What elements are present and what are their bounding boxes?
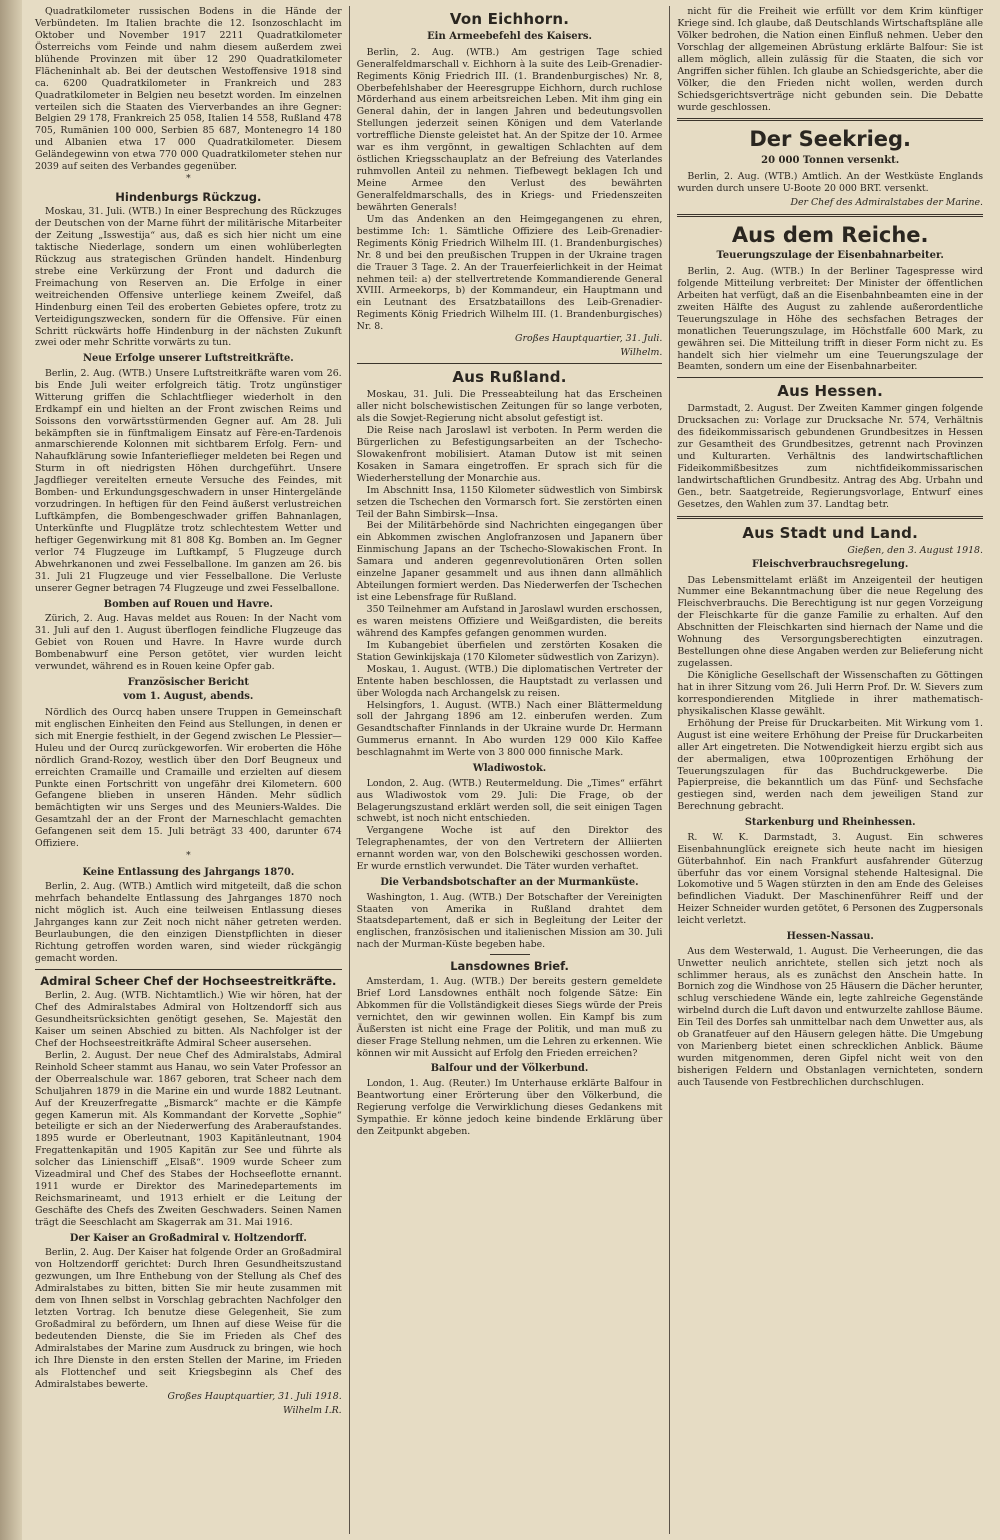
article-text: Berlin, 2. Aug. (WTB.) Unsere Luftstreitkräfte waren vom 26. bis Ende Juli weiter erfolgreich tätig. Trotz ungünstiger Witterung griffen die Schlachtflieger wiederholt in den Erdkampf ein und hielten an der Front zwischen Reims und Soissons den vorwärtsstürmenden Gegner auf. Am 28. Juli bekämpften sie in fünftmaligem Einsatz auf Fère-en-Tardenois anmarschierende Kolonnen mit sichtbarem Erfolg. Fern- und Nahaufklärung sowie Infanterieflieger meldeten bei Regen und Sturm in oft niedrigsten Höhen durchgeführt. Unsere Jagdflieger vereitelten erneute Versuche des Feindes, mit Bomben- und Erkundungsgeschwadern in unser Hintergelände vorzudringen. In heftigen für den Feind äußerst verlustreichen Luftkämpfen, die Bombengeschwader griffen Bahnanlagen, Unterkünfte und Flugplätze trotz schlechtestem Wetter und heftiger Gegenwirkung mit 81 808 Kg. Bomben an. Im Gegner verlor 74 Flugzeuge im Luftkampf, 5 Flugzeuge durch Abwehrkanonen und zwei Fesselballone. Im ganzen am 26. bis 31. Juli 21 Flugzeuge und vier Fesselballone. Die Verluste unserer Gegner betragen 74 Flugzeuge und zwei Fesselballone.	[35, 367, 342, 594]
divider-short	[490, 954, 530, 955]
headline-starkenburg: Starkenburg und Rheinhessen.	[744, 817, 916, 829]
article-text: Amsterdam, 1. Aug. (WTB.) Der bereits gestern gemeldete Brief Lord Lansdownes enthält noch folgende Sätze: Ein Abkommen für die Vollständigkeit dieses Siegs würde der Preis vernichtet, den wir gewinnen wollen. Ein Kampf bis zum Äußersten ist nicht eine Frage der Politik, und man muß zu dieser Frage Stellung nehmen, um die Lehren zu erkennen. Wie können wir mit Aussicht auf Erfolg den Frieden erreichen?	[356, 975, 663, 1059]
article-text: Berlin, 2. Aug. Der Kaiser hat folgende Order an Großadmiral von Holtzendorff gerichtet: Durch Ihren Gesundheitszustand gezwungen, um Ihre Enthebung von der Stellung als Chef des Admiralstabes zu bitten, bitten Sie mir heute zusammen mit dem von Ihnen selbst in Vorschlag gebrachten Nachfolger den letzten Vortrag. Ich benutze diese Gelegenheit, Sie zum Großadmiral zu befördern, um Ihnen auf diese Weise für die bedeutenden Dienste, die Sie im Frieden als Chef des Admiralstabes der Marine zum Ausdruck zu bringen, wie hoch ich Ihre Dienste in den ersten Stellen der Marine, im Frieden als Flottenchef und seit Kriegsbeginn als Chef des Admiralstabes bewerte.	[35, 1247, 342, 1390]
headline-wladiwostok: Wladiwostok.	[472, 763, 547, 775]
separator-star: *	[186, 851, 191, 862]
dateline: Großes Hauptquartier, 31. Juli.	[515, 333, 663, 345]
article-text: Washington, 1. Aug. (WTB.) Der Botschafter der Vereinigten Staaten von Amerika in Rußland drahtet dem Staatsdepartement, daß er sich in Begleitung der Leiter der englischen, französischen und italienischen Mission am 30. Juli nach der Murman-Küste begeben habe.	[356, 891, 663, 951]
separator-star: *	[186, 174, 191, 185]
headline-aus-dem-reiche: Aus dem Reiche.	[731, 222, 929, 247]
divider	[677, 118, 983, 121]
column-left	[28, 6, 349, 1534]
headline-hindenburg: Hindenburgs Rückzug.	[115, 189, 262, 204]
dateline: Gießen, den 3. August 1918.	[847, 544, 984, 556]
article-text: Das Lebensmittelamt erläßt im Anzeigenteil der heutigen Nummer eine Bekanntmachung über die neue Regelung des Fleischverbrauchs. Die Berechtigung ist nur gegen Vorzeigung der Fleischkarte für die ganze Familie zu erhalten. Auf den Abschnitten der Fleischkarten sind hiernach der Name und die Wohnung des Versorgungsberechtigten einzutragen. Bestellungen ohne diese Angaben werden zur Belieferung nicht zugelassen.	[677, 574, 984, 670]
signature: Wilhelm.	[620, 347, 663, 359]
subheadline: Ein Armeebefehl des Kaisers.	[427, 31, 592, 43]
article-text: Im Kubangebiet überfielen und zerstörten Kosaken die Station Gewinkijskaja (170 Kilometer südwestlich von Zarizyn).	[356, 639, 663, 663]
article-text: Um das Andenken an den Heimgegangenen zu ehren, bestimme Ich: 1. Sämtliche Offiziere des Leib-Grenadier-Regiments König Friedrich Wilhelm III. (1. Brandenburgisches) Nr. 8 und bei den preußischen Truppen in der Ukraine tragen die Trauer 3 Tage. 2. An der Trauerfeierlichkeit in der Heimat nehmen teil: a) der stellvertretende Kommandierende General XVIII. Armeekorps, b) der Kommandeur, ein Hauptmann und ein Leutnant des Ersatzbataillons des Leib-Grenadier-Regiments König Friedrich Wilhelm III. (1. Brandenburgisches) Nr. 8.	[356, 213, 663, 333]
article-text: Erhöhung der Preise für Druckarbeiten. Mit Wirkung vom 1. August ist eine weitere Erhöhung der Preise für Druckarbeiten aller Art eingetreten. Die Notwendigkeit hierzu ergibt sich aus der abermaligen, etwa 100prozentigen Erhöhung der Teuerungszulagen für das Buchdruckgewerbe. Die Papierpreise, die bekanntlich um das Fünf- und Sechsfache gestiegen sind, werden nach dem jeweiligen Stand zur Berechnung gebracht.	[677, 717, 984, 813]
divider	[677, 214, 983, 217]
article-text: R. W. K. Darmstadt, 3. August. Ein schweres Eisenbahnunglück ereignete sich heute nacht im hiesigen Güterbahnhof. Ein nach Frankfurt ausfahrender Güterzug überfuhr das vor einem Vorsignal stehende Haltesignal. Die Lokomotive und 5 Wagen stürzten in den am Ende des Geleises befindlichen Viadukt. Der Maschinenführer Reiff und der Heizer Schneider wurden getötet, 6 Personen des Zugpersonals leicht verletzt.	[677, 831, 984, 927]
article-text: Im Abschnitt Insa, 1150 Kilometer südwestlich von Simbirsk setzen die Tschechen den Vormarsch fort. Sie zerstörten einen Teil der Bahn Simbirsk—Insa.	[356, 484, 663, 520]
intro-paragraph: Quadratkilometer russischen Bodens in die Hände der Verbündeten. Im Italien brachte die 12. Isonzoschlacht im Oktober und November 1917 2211 Quadratkilometer Österreichs vom Feinde und nahm diesem außerdem zwei blühende Provinzen mit über 12 290 Quadratkilometer Flächeninhalt ab. Bei der deutschen Westoffensive 1918 sind ca. 6200 Quadratkilometer in Frankreich und 283 Quadratkilometer in Belgien neu besetzt worden. Im einzelnen verteilen sich die Staaten des Vierverbandes an ihre Gegner: Belgien 29 178, Frankreich 25 058, Italien 14 558, Rußland 478 705, Rumänien 100 000, Serbien 85 687, Montenegro 14 180 und Albanien etwa 17 000 Quadratkilometer. Diesem Geländegewinn von etwa 770 000 Quadratkilometer stehen nur 2039 auf seiten des Verbandes gegenüber.	[35, 6, 342, 173]
article-text: Berlin, 2. Aug. (WTB.) Amtlich. An der Westküste Englands wurden durch unsere U-Boote 20 000 BRT. versenkt.	[677, 170, 984, 194]
article-text: Moskau, 1. August. (WTB.) Die diplomatischen Vertreter der Entente haben beschlossen, die Hauptstadt zu verlassen und über Wologda nach Archangelsk zu reisen.	[356, 663, 663, 699]
headline-hessen-nassau: Hessen-Nassau.	[786, 931, 874, 943]
article-text: Berlin, 2. Aug. (WTB. Nichtamtlich.) Wie wir hören, hat der Chef des Admiralstabes Admiral von Holtzendorff sich aus Gesundheitsrücksichten genötigt gesehen, Se. Majestät den Kaiser um seinen Abschied zu bitten. Als Nachfolger ist der Chef der Hochseestreitkräfte Admiral Scheer ausersehen.	[35, 990, 342, 1049]
article-text: Moskau, 31. Juli. Die Presseabteilung hat das Erscheinen aller nicht bolschewistischen Zeitungen für so lange verboten, als die Sowjet-Regierung nicht absolut gefestigt ist.	[356, 389, 663, 425]
headline-eichhorn: Von Eichhorn.	[449, 10, 570, 28]
headline-russland: Aus Rußland.	[452, 368, 567, 387]
article-text: Nördlich des Ourcq haben unsere Truppen in Gemeinschaft mit englischen Einheiten den Feind aus Stellungen, in denen er sich mit Energie festhielt, in der Gegend zwischen Le Plessier—Huleu und der Ourcq zurückgeworfen. Wir eroberten die Höhe nördlich Grand-Rozoy, westlich über den Dorf Beugneux und erreichten Cramaille und Cramaille und erzielten auf diesem Punkte einen Fortschritt von ungefähr drei Kilometern. 600 Gefangene blieben in unseren Händen. Mehr südlich bemächtigten wir uns Serges und des Meuniers-Waldes. Die Gesamtzahl der an der Front der Marneschlacht gemachten Gefangenen seit dem 15. Juli beträgt 33 400, darunter 674 Offiziere.	[35, 706, 342, 850]
article-text: Zürich, 2. Aug. Havas meldet aus Rouen: In der Nacht vom 31. Juli auf den 1. August überflogen feindliche Flugzeuge das Gebiet von Rouen und Havre. In Havre wurde durch Bombenabwurf eine Person getötet, vier wurden leicht verwundet, während es in Rouen keine Opfer gab.	[35, 613, 342, 672]
article-text: Berlin, 2. August. Der neue Chef des Admiralstabs, Admiral Reinhold Scheer stammt aus Hanau, wo sein Vater Professor an der Oberrealschule war. 1867 geboren, trat Scheer nach dem Schuljahren 1879 in die Marine ein und wurde 1882 Leutnant. Auf der Kreuzerfregatte „Bismarck“ machte er die Kämpfe gegen Kamerun mit. Als Kommandant der Korvette „Sophie“ beteiligte er sich an der Niederwerfung des Araberaufstandes. 1895 wurde er Oberleutnant, 1903 Kapitänleutnant, 1904 Fregattenkapitän und 1905 Kapitän zur See und führte als solcher das Linienschiff „Elsaß“. 1909 wurde Scheer zum Vizeadmiral und Chef des Stabes der Hochseeflotte ernannt. 1911 wurde er Direktor des Marinedepartements im Reichsmarineamt, und 1913 erhielt er die Leitung der Geschäfte des Chefs des Zweiten Geschwaders. Seinen Namen trägt die Seeschlacht am Skagerrak am 31. Mai 1916.	[35, 1049, 342, 1228]
headline-murmankueste: Die Verbandsbotschafter an der Murmanküste.	[380, 877, 639, 889]
headline-aus-hessen: Aus Hessen.	[777, 382, 884, 401]
headline-kaiser-holtzendorff: Der Kaiser an Großadmiral v. Holtzendorff.	[69, 1232, 307, 1244]
headline-luftstreitkraefte: Neue Erfolge unserer Luftstreitkräfte.	[83, 353, 294, 365]
headline-seekrieg: Der Seekrieg.	[749, 127, 912, 152]
divider	[357, 363, 663, 364]
headline-stadt-und-land: Aus Stadt und Land.	[742, 523, 918, 542]
subheadline: vom 1. August, abends.	[123, 691, 254, 703]
article-text: Berlin, 2. Aug. (WTB.) In der Berliner Tagespresse wird folgende Mitteilung verbreitet: Der Minister der öffentlichen Arbeiten hat verfügt, daß an die Eisenbahnbeamten eine in der zweiten Hälfte des August zu zahlende außerordentliche Teuerungszulage in Höhe des sechsfachen Betrages der monatlichen Teuerungszulage, im Höchstfalle 600 Mark, zu gewähren sei. Die Mitteilung trifft in dieser Form nicht zu. Es handelt sich hier vielmehr um eine Teuerungszulage der Beamten, sondern um eine der Eisenbahnarbeiter.	[677, 265, 984, 373]
headline-entlassung: Keine Entlassung des Jahrgangs 1870.	[82, 866, 295, 878]
column-middle	[349, 6, 670, 1534]
headline-bomben: Bomben auf Rouen und Havre.	[103, 598, 273, 610]
intro-paragraph: nicht für die Freiheit wie erfüllt vor dem Krim künftiger Kriege sind. Ich glaube, daß Deutschlands Wirtschaftspläne alle Völker bedrohen, die Nation einen Einfluß nehmen. Ueber den Vorschlag der allgemeinen Abrüstung erklärte Balfour: Sie ist allem möglich, allein zulässig für die Staaten, die sich vor Angriffen sicher fühlen. Ich glaube an Schiedsgerichte, aber die Völker, die den Frieden nicht wollen, werden durch Schiedsgerichtsverträge nicht gebunden sein. Die Debatte wurde geschlossen.	[677, 6, 984, 113]
article-text: Berlin, 2. Aug. (WTB.) Am gestrigen Tage schied Generalfeldmarschall v. Eichhorn à la suite des Leib-Grenadier-Regiments König Friedrich III. (1. Brandenburgisches) Nr. 8, Oberbefehlshaber der Heeresgruppe Eichhorn, durch ruchlose Mörderhand aus einem arbeitsreichen Leben. Mit ihm ging ein General dahin, der in langen Jahren und bedeutungsvollen Stellungen jederzeit seinen Königen und dem Vaterlande vortreffliche Dienste geleistet hat. An der Spitze der 10. Armee war es ihm vergönnt, in gewaltigen Schlachten auf dem östlichen Kriegsschauplatz an der Befreiung des Vaterlandes ruhmvollen Anteil zu nehmen. Tiefbewegt beklagen Ich und Meine Armee den Verlust des bewährten Generalfeldmarschalls, des in Kriegs- und Friedenszeiten bewährten Generals!	[356, 46, 663, 213]
column-right	[669, 6, 990, 1534]
article-text: Berlin, 2. Aug. (WTB.) Amtlich wird mitgeteilt, daß die schon mehrfach behandelte Entlassung des Jahrganges 1870 noch nicht möglich ist. Auch eine teilweisen Entlassung dieses Jahrganges kann zur Zeit noch nicht näher getreten werden. Beurlaubungen, die den einzigen Dienstpflichten in dieser Richtung getroffen worden waren, sind wieder rückgängig gemacht worden.	[35, 881, 342, 964]
divider	[677, 516, 983, 519]
dateline: Großes Hauptquartier, 31. Juli 1918.	[167, 1390, 342, 1402]
signature: Der Chef des Admiralstabes der Marine.	[790, 196, 984, 208]
article-text: Helsingfors, 1. August. (WTB.) Nach einer Blättermeldung soll der Jahrgang 1896 am 12. einberufen werden. Zum Gesandtschafter Finnlands in der Ukraine wurde Dr. Hermann Gummerus ernannt. In Abo wurden 129 000 Kilo Kaffee beschlagnahmt im Werte von 3 800 000 finnische Mark.	[356, 699, 663, 759]
subheadline: Fleischverbrauchsregelung.	[752, 558, 909, 570]
article-text: Vergangene Woche ist auf den Direktor des Telegraphenamtes, der von den Vertretern der Alliierten ernannt worden war, von den Bolschewiki geschossen worden. Er wurde ernstlich verwundet. Die Täter wurden verhaftet.	[356, 825, 663, 873]
article-text: Aus dem Westerwald, 1. August. Die Verheerungen, die das Unwetter neulich anrichtete, stellen sich jetzt noch als schlimmer heraus, als es zunächst den Anschein hatte. In Bornich zog die Windhose von 25 Häusern die Dächer herunter, schlug verschiedene Wände ein, legte zahlreiche Gegenstände wirbelnd durch die Luft davon und entwurzelte zahllose Bäume. Ein Teil des Dorfes sah unmittelbar nach dem Unwetter aus, als ob Granatfeuer auf den Häusern gelegen hätte. Die Umgebung von Marienberg bietet einen schrecklichen Anblick. Bäume wurden mitgenommen, deren Gipfel nicht weit von den bisherigen Feldern und Obstanlagen vernichteten, sondern auch Tausende von Festbrechlichen durchschlugen.	[677, 945, 984, 1088]
article-text: 350 Teilnehmer am Aufstand in Jaroslawl wurden erschossen, es waren meistens Offiziere und Weißgardisten, die bereits während des Kampfes gefangen genommen wurden.	[356, 604, 663, 639]
article-text: Bei der Militärbehörde sind Nachrichten eingegangen über ein Abkommen zwischen Anglofranzosen und Japanern über Einmischung Japans an der Tschecho-Slowakischen Front. In Samara und anderen gegenrevolutionären Orten sollen einzelne Japaner gesammelt und aus ihnen dann allmählich Abteilungen formiert werden. Das Niederwerfen der Tschechen ist eine Lebensfrage für Rußland.	[356, 520, 663, 604]
article-text: Die Reise nach Jaroslawl ist verboten. In Perm werden die Bürgerlichen zu Befestigungsarbeiten an der Tschecho-Slowakenfront mobilisiert. Ataman Dutow ist mit seinen Kosaken in Samara eingetroffen. Er sprach sich für die Wiederherstellung der Monarchie aus.	[356, 424, 663, 484]
article-text: London, 2. Aug. (WTB.) Reutermeldung. Die „Times“ erfährt aus Wladiwostok vom 29. Juli: Die Frage, ob der Belagerungszustand erklärt werden soll, die seit einigen Tagen schwebt, ist noch nicht entschieden.	[356, 777, 663, 825]
headline-admiral-scheer: Admiral Scheer Chef der Hochseestreitkräfte.	[40, 973, 337, 988]
signature: Wilhelm I.R.	[283, 1404, 342, 1416]
subheadline: 20 000 Tonnen versenkt.	[761, 155, 900, 167]
subheadline: Teuerungszulage der Eisenbahnarbeiter.	[716, 250, 944, 262]
article-text: Moskau, 31. Juli. (WTB.) In einer Besprechung des Rückzuges der Deutschen von der Marne führt der militärische Mitarbeiter der Zeitung „Isswestija“ aus, daß es sich hier nicht um eine taktische Niederlage, sondern um einen wohlüberlegten Rückzug aus strategischen Gründen handelt. Hindenburg strebe eine Verkürzung der Front und dadurch die Freimachung von Reserven an. Die Erfolge in einer weitreichenden Offensive unterliege keinem Zweifel, daß Hindenburg einen Teil des eroberten Gebietes opfere, trotz zu Verteidigungszwecken, sondern für die Offensive. Für einen Schritt rückwärts hoffe Hindenburg in der nächsten Zukunft zwei oder mehr Schritte vorwärts zu tun.	[35, 206, 342, 349]
article-text: Darmstadt, 2. August. Der Zweiten Kammer gingen folgende Drucksachen zu: Vorlage zur Drucksache Nr. 574, Verhältnis des fideikommissarisch gebundenen Grundbesitzes in Hessen zur Gesamtheit des Grundbesitzes, getrennt nach Provinzen und Kulturarten. Verhältnis des landwirtschaftlichen Fideikommißbesitzes zum nichtfideikommissarischen landwirtschaftlichen Grundbesitz. Antrag des Abg. Urbahn und Gen., betr. Saatgetreide, Regierungsvorlage, Entwurf eines Gesetzes, den Wahlen zum 37. Landtag betr.	[677, 403, 984, 510]
article-text: Die Königliche Gesellschaft der Wissenschaften zu Göttingen hat in ihrer Sitzung vom 26. Juli Herrn Prof. Dr. W. Sievers zum korrespondierenden Mitgliede in ihrer mathematisch-physikalischen Klasse gewählt.	[677, 670, 984, 717]
headline-balfour: Balfour und der Völkerbund.	[430, 1063, 589, 1075]
headline-lansdowne: Lansdownes Brief.	[450, 959, 569, 974]
divider	[677, 377, 983, 378]
article-text: London, 1. Aug. (Reuter.) Im Unterhause erklärte Balfour in Beantwortung einer Erörterung über den Völkerbund, die Regierung verfolge die Verwirklichung dieses Gedankens mit Sympathie. Er könne jedoch keine bindende Erklärung über den Zeitpunkt abgeben.	[356, 1077, 663, 1137]
headline-franz-bericht: Französischer Bericht	[127, 676, 249, 688]
divider	[35, 969, 342, 970]
